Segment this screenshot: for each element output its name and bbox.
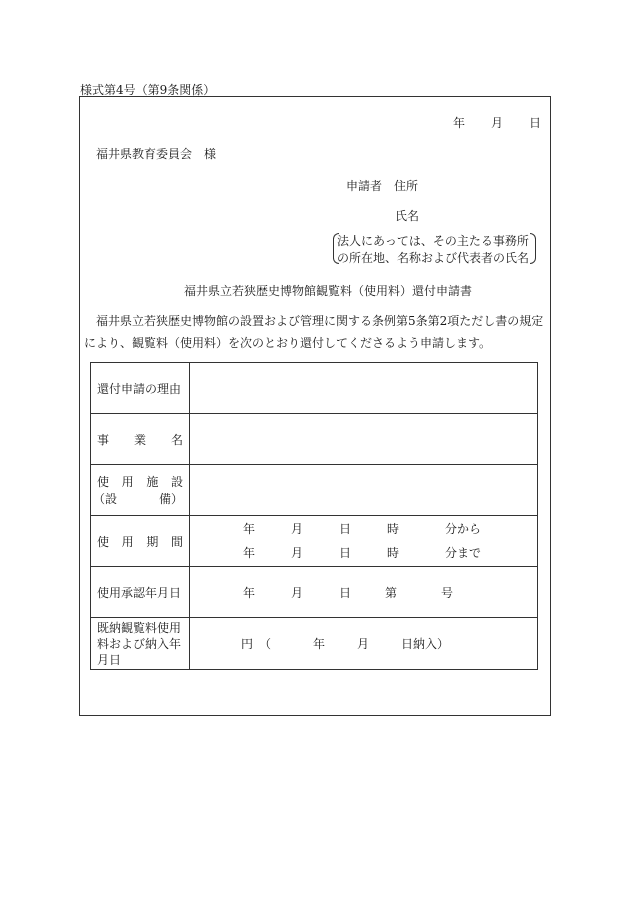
addressee: 福井県教育委員会 様 bbox=[96, 147, 217, 161]
facility-field[interactable] bbox=[190, 465, 538, 516]
table-row bbox=[91, 465, 538, 516]
date-month: 月 bbox=[491, 116, 504, 130]
corporation-note bbox=[337, 233, 529, 267]
table-row bbox=[91, 363, 538, 414]
project-label: 事 業 名 bbox=[91, 414, 190, 465]
date-day: 日 bbox=[529, 116, 542, 130]
body-text: 福井県立若狭歴史博物館の設置および管理に関する条例第5条第2項ただし書の規定により、観覧料（使用料）を次のとおり還付してくださるよう申請します。 bbox=[84, 314, 544, 350]
table-row bbox=[91, 414, 538, 465]
approval-field[interactable]: 年 月 日 第 号 bbox=[190, 567, 538, 618]
date-line bbox=[453, 114, 541, 131]
form-number: 様式第4号（第9条関係） bbox=[80, 83, 216, 97]
table-row bbox=[91, 618, 538, 670]
corporation-note-line: 法人にあっては、その主たる事務所 bbox=[337, 234, 529, 248]
table-row bbox=[91, 567, 538, 618]
reason-field[interactable] bbox=[190, 363, 538, 414]
period-label: 使 用 期 間 bbox=[91, 516, 190, 567]
bracket-right bbox=[530, 233, 536, 264]
approval-label: 使用承認年月日 bbox=[91, 567, 190, 618]
table-row bbox=[91, 516, 538, 567]
applicant-name-label: 氏名 bbox=[395, 209, 420, 223]
reason-label: 還付申請の理由 bbox=[91, 363, 190, 414]
application-table bbox=[90, 362, 538, 670]
project-field[interactable] bbox=[190, 414, 538, 465]
paid-label: 既納観覧料使用料および納入年月日 bbox=[91, 618, 190, 670]
document-title: 福井県立若狭歴史博物館観覧料（使用料）還付申請書 bbox=[184, 284, 473, 298]
paid-field[interactable]: 円 （ 年 月 日納入） bbox=[190, 618, 538, 670]
date-year: 年 bbox=[453, 116, 466, 130]
facility-label: 使 用 施 設 （設 備） bbox=[91, 465, 190, 516]
period-field[interactable]: 年 月 日 時 分から 年 月 日 時 分まで bbox=[190, 516, 538, 567]
corporation-note-line: の所在地、名称および代表者の氏名 bbox=[337, 251, 530, 265]
applicant-address-label: 申請者 住所 bbox=[346, 179, 419, 193]
